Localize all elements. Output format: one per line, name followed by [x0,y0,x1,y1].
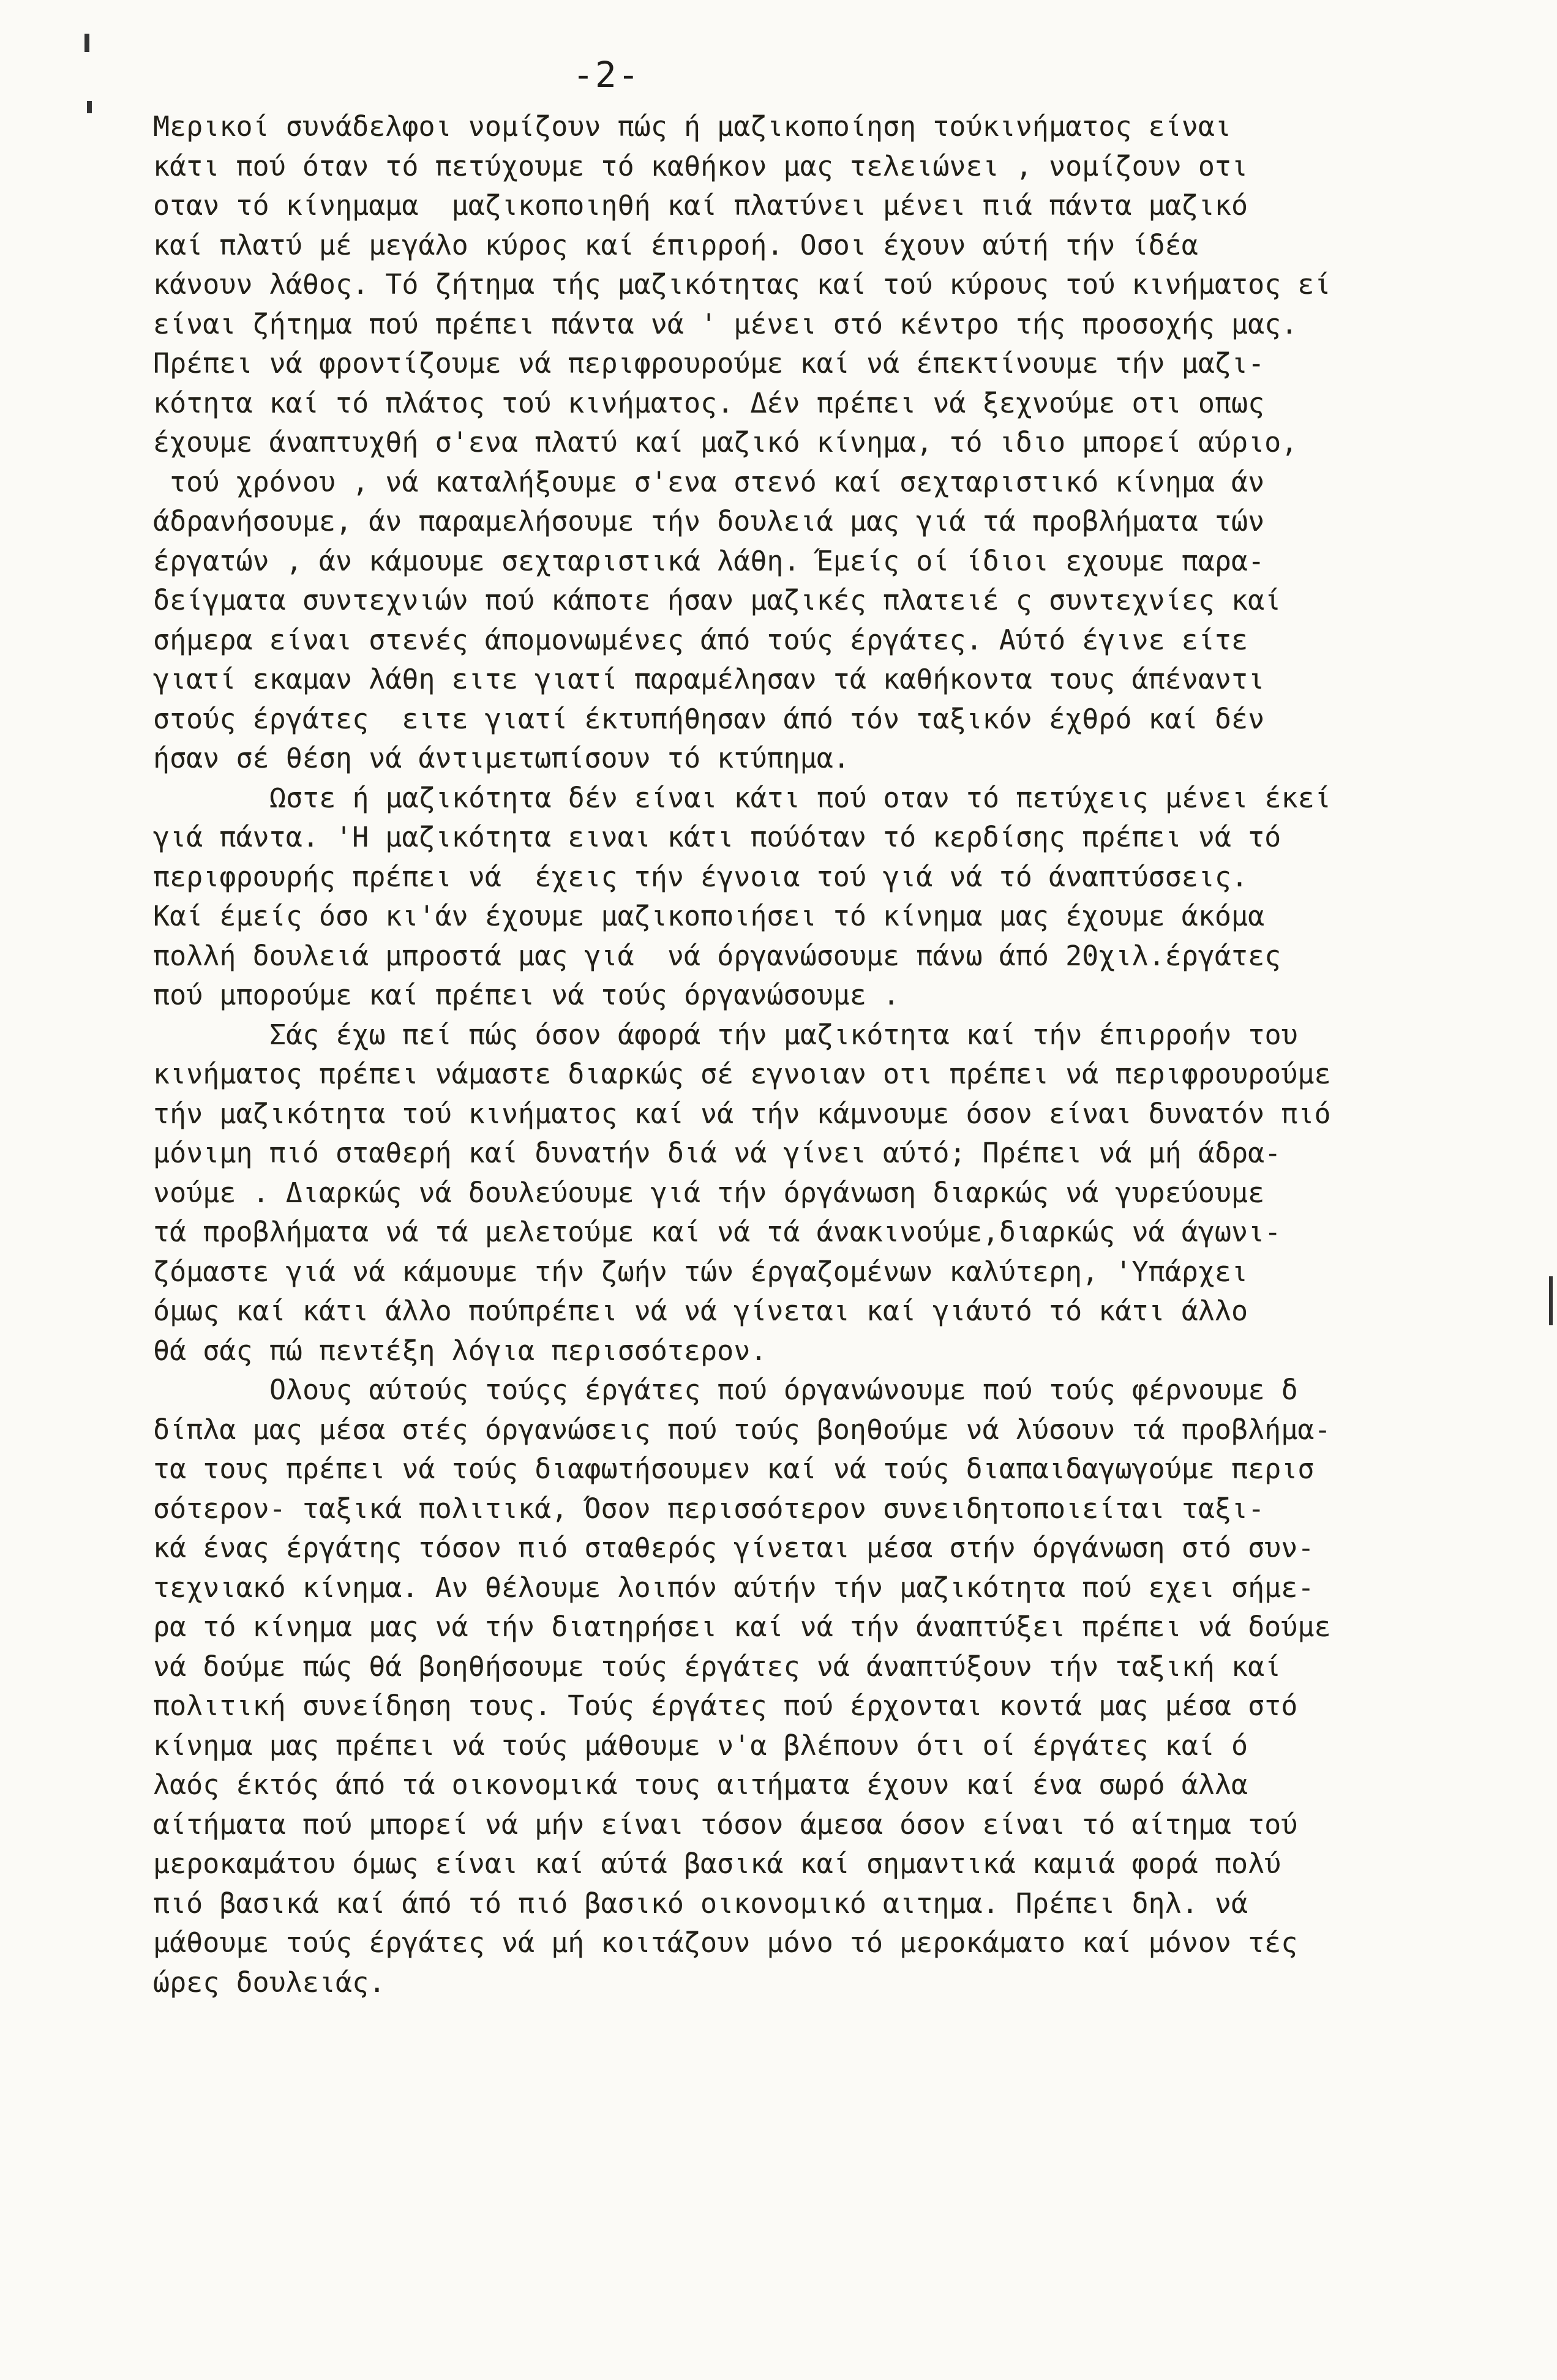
text-line: τήν μαζικότητα τού κινήματος καί νά τήν κάμνουμε όσον είναι δυνατόν πιό [153,1097,1331,1130]
text-line: Ωστε ή μαζικότητα δέν είναι κάτι πού οταν τό πετύχεις μένει έκεί [269,781,1331,814]
text-line: μόνιμη πιό σταθερή καί δυνατήν διά νά γίνει αύτό; Πρέπει νά μή άδρα- [153,1137,1281,1169]
text-line: δείγματα συντεχνιών πού κάποτε ήσαν μαζικές πλατειέ ς συντεχνίες καί [153,584,1281,616]
text-line: μάθουμε τούς έργάτες νά μή κοιτάζουν μόνο τό μεροκάματο καί μόνον τές [153,1926,1298,1959]
left-edge-mark [87,101,92,113]
text-line: έργατών , άν κάμουμε σεχταριστικά λάθη. Έμείς οί ίδιοι εχουμε παρα- [153,544,1265,577]
text-line: ήσαν σέ θέση νά άντιμετωπίσουν τό κτύπημα. [153,742,850,774]
text-line: πολλή δουλειά μπροστά μας γιά νά όργανώσουμε πάνω άπό 20χιλ.έργάτες [153,939,1281,972]
text-line: πού μπορούμε καί πρέπει νά τούς όργανώσουμε . [153,979,900,1011]
text-line: όμως καί κάτι άλλο πούπρέπει νά νά γίνεται καί γιάυτό τό κάτι άλλο [153,1295,1248,1327]
text-line: κάνουν λάθος. Τό ζήτημα τής μαζικότητας καί τού κύρους τού κινήματος εί [153,268,1331,301]
text-line: κά ένας έργάτης τόσον πιό σταθερός γίνεται μέσα στήν όργάνωση στό συν- [153,1532,1315,1564]
text-line: σότερον- ταξικά πολιτικά, Όσον περισσότερον συνειδητοποιείται ταξι- [153,1492,1265,1525]
text-line: σήμερα είναι στενές άπομονωμένες άπό τούς έργάτες. Αύτό έγινε είτε [153,623,1248,656]
text-line: κίνημα μας πρέπει νά τούς μάθουμε ν'α βλέπουν ότι οί έργάτες καί ό [153,1729,1248,1762]
left-edge-mark [84,34,89,52]
text-line: είναι ζήτημα πού πρέπει πάντα νά ' μένει στό κέντρο τής προσοχής μας. [153,307,1298,340]
text-line: κότητα καί τό πλάτος τού κινήματος. Δέν πρέπει νά ξεχνούμε οτι οπως [153,386,1265,419]
text-line: Μερικοί συνάδελφοι νομίζουν πώς ή μαζικοποίηση τούκινήματος είναι [153,110,1231,143]
text-line: κινήματος πρέπει νάμαστε διαρκώς σέ εγνοιαν οτι πρέπει νά περιφρουρούμε [153,1058,1331,1090]
text-line: ώρες δουλειάς. [153,1966,386,1999]
text-line: περιφρουρής πρέπει νά έχεις τήν έγνοια τού γιά νά τό άναπτύσσεις. [153,860,1248,893]
text-line: μεροκαμάτου όμως είναι καί αύτά βασικά καί σημαντικά καμιά φορά πολύ [153,1847,1281,1880]
text-line: οταν τό κίνημαμα μαζικοποιηθή καί πλατύνει μένει πιά πάντα μαζικό [153,189,1248,222]
text-line: Καί έμείς όσο κι'άν έχουμε μαζικοποιήσει τό κίνημα μας έχουμε άκόμα [153,900,1265,932]
right-edge-mark [1549,1276,1553,1325]
text-line: Ολους αύτούς τούςς έργάτες πού όργανώνουμε πού τούς φέρνουμε δ [269,1374,1298,1406]
text-line: Πρέπει νά φροντίζουμε νά περιφρουρούμε καί νά έπεκτίνουμε τήν μαζι- [153,347,1265,380]
text-line: θά σάς πώ πεντέξη λόγια περισσότερον. [153,1334,767,1367]
text-line: δίπλα μας μέσα στές όργανώσεις πού τούς βοηθούμε νά λύσουν τά προβλήμα- [153,1413,1331,1446]
text-line: καί πλατύ μέ μεγάλο κύρος καί έπιρροή. Οσοι έχουν αύτή τήν ίδέα [153,228,1198,261]
text-line: νά δούμε πώς θά βοηθήσουμε τούς έργάτες νά άναπτύξουν τήν ταξική καί [153,1650,1281,1683]
typewritten-text-body [153,107,1500,2002]
text-line: τεχνιακό κίνημα. Αν θέλουμε λοιπόν αύτήν τήν μαζικότητα πού εχει σήμε- [153,1571,1315,1604]
text-line: λαός έκτός άπό τά οικονομικά τους αιτήματα έχουν καί ένα σωρό άλλα [153,1768,1248,1801]
text-line: τά προβλήματα νά τά μελετούμε καί νά τά άνακινούμε,διαρκώς νά άγωνι- [153,1216,1281,1248]
text-line: άδρανήσουμε, άν παραμελήσουμε τήν δουλειά μας γιά τά προβλήματα τών [153,505,1265,537]
text-line: αίτήματα πού μπορεί νά μήν είναι τόσον άμεσα όσον είναι τό αίτημα τού [153,1808,1298,1841]
text-line: τα τους πρέπει νά τούς διαφωτήσουμεν καί νά τούς διαπαιδαγωγούμε περισ [153,1453,1315,1485]
text-line: γιά πάντα. 'Η μαζικότητα ειναι κάτι πούόταν τό κερδίσης πρέπει νά τό [153,821,1281,853]
text-line: στούς έργάτες ειτε γιατί έκτυπήθησαν άπό τόν ταξικόν έχθρό καί δέν [153,702,1265,735]
text-line: γιατί εκαμαν λάθη ειτε γιατί παραμέλησαν τά καθήκοντα τους άπέναντι [153,663,1265,695]
text-line: έχουμε άναπτυχθή σ'ενα πλατύ καί μαζικό κίνημα, τό ιδιο μπορεί αύριο, [153,426,1298,458]
text-line: ζόμαστε γιά νά κάμουμε τήν ζωήν τών έργαζομένων καλύτερη, 'Υπάρχει [153,1255,1248,1288]
text-line: Σάς έχω πεί πώς όσον άφορά τήν μαζικότητα καί τήν έπιρροήν του [269,1018,1298,1051]
text-line: κάτι πού όταν τό πετύχουμε τό καθήκον μας τελειώνει , νομίζουν οτι [153,149,1248,182]
page-number: -2- [572,54,640,95]
text-line: πολιτική συνείδηση τους. Τούς έργάτες πού έρχονται κοντά μας μέσα στό [153,1690,1298,1722]
text-line: ρα τό κίνημα μας νά τήν διατηρήσει καί νά τήν άναπτύξει πρέπει νά δούμε [153,1611,1331,1643]
text-line: νούμε . Διαρκώς νά δουλεύουμε γιά τήν όργάνωση διαρκώς νά γυρεύουμε [153,1176,1265,1209]
text-line: τού χρόνου , νά καταλήξουμε σ'ενα στενό καί σεχταριστικό κίνημα άν [153,465,1265,498]
text-line: πιό βασικά καί άπό τό πιό βασικό οικονομικό αιτημα. Πρέπει δηλ. νά [153,1887,1248,1920]
